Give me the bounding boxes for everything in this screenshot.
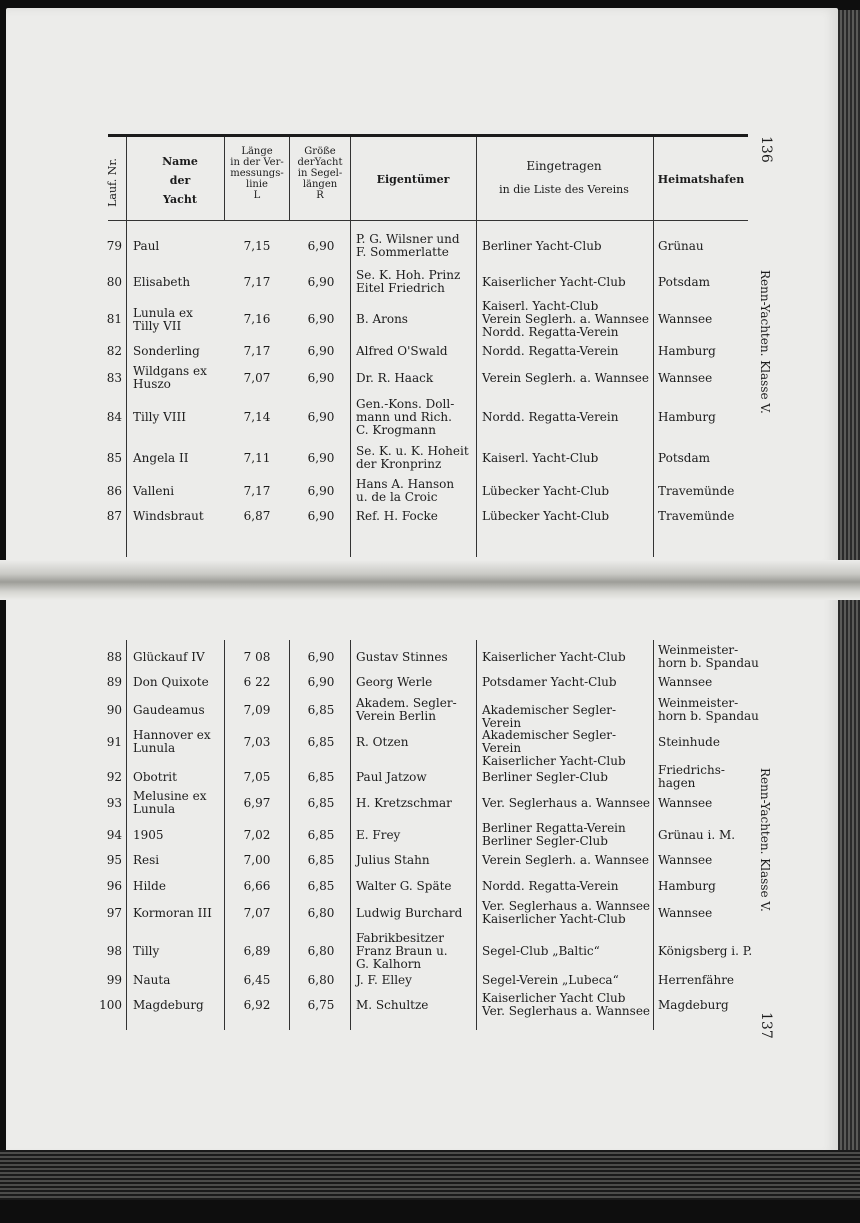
header-laenge: Länge in der Ver- messungs- linie L — [230, 146, 284, 201]
lauf-nr: 94 — [106, 827, 122, 842]
club: Berliner Segler-Club — [482, 769, 608, 784]
laenge-value: 6,66 — [243, 879, 271, 893]
groesse-value: 6,90 — [307, 238, 335, 253]
lauf-nr: 90 — [106, 702, 122, 717]
groesse-value: 6,90 — [307, 675, 335, 689]
heimatshafen: Potsdam — [658, 274, 711, 289]
top-rule — [108, 134, 748, 137]
yacht-name: Glückauf IV — [133, 649, 205, 664]
groesse-value: 6,80 — [307, 973, 335, 987]
yacht-name: Angela II — [133, 450, 189, 465]
groesse-value: 6,75 — [307, 997, 335, 1012]
club: Ver. Seglerhaus a. Wannsee — [482, 795, 651, 810]
page-number-137: 137 — [758, 1012, 774, 1039]
yacht-name: Don Quixote — [133, 675, 209, 689]
club: Verein Seglerh. a. Wannsee — [482, 853, 649, 867]
yacht-name: Melusine ex Lunula — [133, 789, 207, 816]
club: Kaiserlicher Yacht Club Ver. Seglerhaus a. Wannsee — [482, 991, 651, 1018]
laenge-value: 7,03 — [243, 734, 271, 749]
groesse-value: 6,85 — [307, 769, 335, 784]
page-stack-edge — [838, 10, 860, 1190]
heimatshafen: Hamburg — [658, 344, 716, 358]
yacht-name: Valleni — [133, 483, 175, 498]
laenge-value: 6,92 — [243, 997, 271, 1012]
yacht-name: Hannover ex Lunula — [133, 728, 211, 755]
col-line — [476, 137, 477, 557]
groesse-value: 6,85 — [307, 795, 335, 810]
owner: M. Schultze — [356, 997, 429, 1012]
book-gutter — [0, 560, 860, 600]
laenge-value: 7 08 — [243, 649, 271, 664]
header-lauf-nr: Lauf. Nr. — [105, 157, 119, 207]
lauf-nr: 80 — [106, 274, 122, 289]
heimatshafen: Weinmeister- horn b. Spandau — [658, 643, 759, 670]
heimatshafen: Steinhude — [658, 734, 720, 749]
groesse-value: 6,90 — [307, 312, 335, 326]
yacht-name: Kormoran III — [133, 905, 212, 920]
laenge-value: 7,02 — [243, 827, 271, 842]
laenge-value: 7,17 — [243, 344, 271, 358]
header-name: Name der Yacht — [162, 155, 198, 206]
lauf-nr: 98 — [106, 944, 122, 958]
groesse-value: 6,90 — [307, 274, 335, 289]
lauf-nr: 83 — [106, 370, 122, 385]
owner: Akadem. Segler- Verein Berlin — [356, 696, 457, 723]
heimatshafen: Wannsee — [658, 675, 713, 689]
yacht-name: Tilly VIII — [133, 410, 186, 424]
owner: Julius Stahn — [356, 853, 430, 867]
owner: Gustav Stinnes — [356, 649, 448, 664]
col-line — [476, 640, 477, 1030]
lauf-nr: 89 — [106, 675, 122, 689]
groesse-value: 6,90 — [307, 410, 335, 424]
lauf-nr: 92 — [106, 769, 122, 784]
owner: Se. K. u. K. Hoheit der Kronprinz — [356, 444, 469, 471]
laenge-value: 7,09 — [243, 702, 271, 717]
laenge-value: 7,05 — [243, 769, 271, 784]
laenge-value: 7,16 — [243, 312, 271, 326]
header-divider — [108, 220, 748, 221]
owner: Walter G. Späte — [356, 879, 452, 893]
laenge-value: 6,45 — [243, 973, 271, 987]
groesse-value: 6,90 — [307, 450, 335, 465]
club: Segel-Verein „Lubeca“ — [482, 973, 619, 987]
owner: E. Frey — [356, 827, 401, 842]
owner: Hans A. Hanson u. de la Croic — [356, 477, 455, 504]
lauf-nr: 96 — [106, 879, 122, 893]
club: Lübecker Yacht-Club — [482, 509, 610, 523]
club: Nordd. Regatta-Verein — [482, 410, 619, 424]
yacht-name: Lunula ex Tilly VII — [133, 305, 193, 333]
lauf-nr: 100 — [99, 997, 122, 1012]
page-number-136: 136 — [758, 136, 774, 163]
lauf-nr: 81 — [106, 312, 122, 326]
yacht-name: Obotrit — [133, 769, 177, 784]
groesse-value: 6,90 — [307, 509, 335, 523]
club: Segel-Club „Baltic“ — [482, 944, 600, 958]
lauf-nr: 97 — [106, 905, 122, 920]
yacht-name: Elisabeth — [133, 274, 191, 289]
laenge-value: 7,11 — [243, 450, 271, 465]
heimatshafen: Magdeburg — [658, 997, 729, 1012]
laenge-value: 7,15 — [243, 238, 271, 253]
laenge-value: 7,14 — [243, 410, 271, 424]
yacht-name: Hilde — [133, 879, 166, 893]
yacht-name: Magdeburg — [133, 997, 204, 1012]
yacht-name: Sonderling — [133, 344, 200, 358]
lauf-nr: 84 — [106, 410, 122, 424]
heimatshafen: Wannsee — [658, 905, 713, 920]
lauf-nr: 91 — [106, 734, 122, 749]
header-groesse: Größe derYacht in Segel- längen R — [297, 146, 343, 201]
owner: Fabrikbesitzer Franz Braun u. G. Kalhorn — [356, 931, 448, 971]
col-line — [224, 137, 225, 220]
heimatshafen: Grünau i. M. — [658, 827, 736, 842]
groesse-value: 6,85 — [307, 702, 335, 717]
header-heimatshafen: Heimatshafen — [657, 173, 745, 186]
page-137 — [6, 588, 838, 1156]
groesse-value: 6,90 — [307, 649, 335, 664]
owner: J. F. Elley — [356, 973, 412, 987]
yacht-name: Windsbraut — [133, 509, 204, 523]
yacht-name: Resi — [133, 853, 160, 867]
heimatshafen: Königsberg i. P. — [658, 944, 753, 958]
club: Potsdamer Yacht-Club — [482, 675, 617, 689]
groesse-value: 6,90 — [307, 370, 335, 385]
heimatshafen: Friedrichs- hagen — [658, 763, 725, 790]
owner: Ref. H. Focke — [356, 509, 438, 523]
groesse-value: 6,85 — [307, 734, 335, 749]
laenge-value: 6 22 — [243, 675, 271, 689]
yacht-name: Nauta — [133, 973, 171, 987]
heimatshafen: Wannsee — [658, 795, 713, 810]
laenge-value: 7,07 — [243, 905, 271, 920]
heimatshafen: Travemünde — [658, 509, 735, 523]
col-line — [653, 640, 654, 1030]
owner: P. G. Wilsner und F. Sommerlatte — [356, 232, 460, 259]
lauf-nr: 93 — [106, 795, 122, 810]
col-line — [224, 640, 225, 1030]
col-line — [289, 137, 290, 220]
club: Nordd. Regatta-Verein — [482, 344, 619, 358]
header-eingetragen: Eingetragen — [526, 159, 602, 173]
lauf-nr: 85 — [106, 450, 122, 465]
heimatshafen: Wannsee — [658, 312, 713, 326]
col-line — [126, 137, 127, 557]
owner: H. Kretzschmar — [356, 795, 452, 810]
club: Nordd. Regatta-Verein — [482, 879, 619, 893]
groesse-value: 6,90 — [307, 483, 335, 498]
groesse-value: 6,90 — [307, 344, 335, 358]
owner: Alfred O'Swald — [356, 344, 448, 358]
groesse-value: 6,85 — [307, 827, 335, 842]
heimatshafen: Potsdam — [658, 450, 711, 465]
owner: B. Arons — [356, 312, 408, 326]
laenge-value: 6,97 — [243, 795, 271, 810]
club: Kaiserlicher Yacht-Club — [482, 649, 626, 664]
club: Lübecker Yacht-Club — [482, 483, 610, 498]
yacht-name: Gaudeamus — [133, 702, 205, 717]
club: Berliner Regatta-Verein Berliner Segler-Club — [482, 821, 626, 848]
lauf-nr: 88 — [106, 649, 122, 664]
lauf-nr: 87 — [106, 509, 122, 523]
laenge-value: 7,17 — [243, 274, 271, 289]
page-stack-bottom — [0, 1150, 860, 1200]
owner: Gen.-Kons. Doll- mann und Rich. C. Krogmann — [356, 397, 455, 437]
lauf-nr: 95 — [106, 853, 122, 867]
lauf-nr: 86 — [106, 483, 122, 498]
heimatshafen: Wannsee — [658, 370, 713, 385]
running-head-top: Renn-Yachten. Klasse V. — [758, 270, 772, 414]
owner: Paul Jatzow — [356, 769, 427, 784]
yacht-name: Wildgans ex Huszo — [133, 364, 207, 391]
club: Kaiserlicher Yacht-Club — [482, 274, 626, 289]
running-head-bottom: Renn-Yachten. Klasse V. — [758, 768, 772, 912]
heimatshafen: Travemünde — [658, 483, 735, 498]
laenge-value: 7,07 — [243, 370, 271, 385]
col-line — [653, 137, 654, 557]
groesse-value: 6,85 — [307, 879, 335, 893]
heimatshafen: Wannsee — [658, 853, 713, 867]
owner: Dr. R. Haack — [356, 370, 434, 385]
owner: Ludwig Burchard — [356, 905, 463, 920]
club: Ver. Seglerhaus a. Wannsee Kaiserlicher Yacht-Club — [482, 899, 651, 926]
laenge-value: 6,87 — [243, 509, 271, 523]
laenge-value: 7,00 — [243, 853, 271, 867]
header-eingetragen-sub: in die Liste des Vereins — [499, 183, 629, 196]
lauf-nr: 99 — [106, 973, 122, 987]
owner: Georg Werle — [356, 675, 433, 689]
heimatshafen: Hamburg — [658, 410, 716, 424]
club: Kaiserl. Yacht-Club Verein Seglerh. a. Wannsee Nordd. Regatta-Verein — [482, 299, 649, 339]
lauf-nr: 82 — [106, 344, 122, 358]
col-line — [126, 640, 127, 1030]
heimatshafen: Weinmeister- horn b. Spandau — [658, 696, 759, 723]
yacht-name: Paul — [133, 238, 160, 253]
groesse-value: 6,80 — [307, 905, 335, 920]
yacht-name: 1905 — [133, 827, 164, 842]
laenge-value: 7,17 — [243, 483, 271, 498]
laenge-value: 6,89 — [243, 944, 271, 958]
groesse-value: 6,85 — [307, 853, 335, 867]
owner: Se. K. Hoh. Prinz Eitel Friedrich — [356, 268, 461, 295]
lauf-nr: 79 — [106, 238, 122, 253]
club: Kaiserl. Yacht-Club — [482, 450, 599, 465]
club: Akademischer Segler-Verein Kaiserlicher Yacht-Club — [482, 728, 626, 768]
owner: R. Otzen — [356, 734, 409, 749]
yacht-name: Tilly — [133, 944, 160, 958]
header-eigentuemer: Eigentümer — [376, 173, 450, 186]
club: Verein Seglerh. a. Wannsee — [482, 370, 649, 385]
club: Berliner Yacht-Club — [482, 238, 602, 253]
heimatshafen: Hamburg — [658, 879, 716, 893]
club: Akademischer Segler-Verein — [482, 702, 617, 730]
heimatshafen: Herrenfähre — [658, 973, 735, 987]
groesse-value: 6,80 — [307, 944, 335, 958]
heimatshafen: Grünau — [658, 238, 704, 253]
